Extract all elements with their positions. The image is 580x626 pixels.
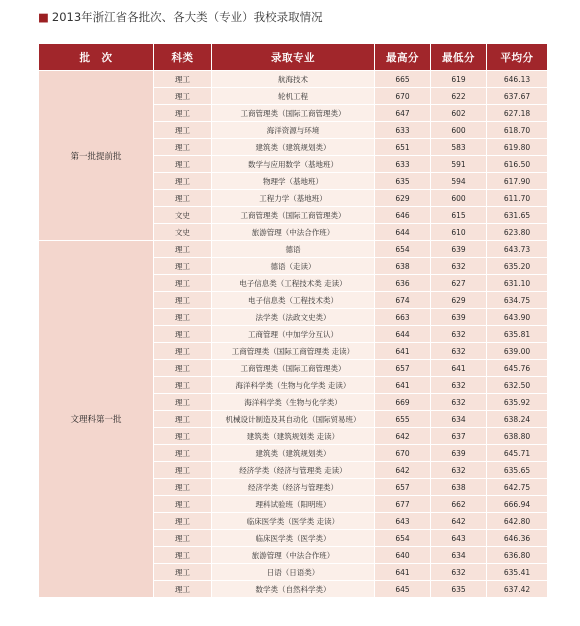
major-cell: 海洋科学类（生物与化学类 走读） (212, 377, 375, 394)
subject-cell: 理工 (154, 547, 212, 564)
avg-score-cell: 638.80 (487, 428, 548, 445)
max-score-cell: 651 (375, 139, 431, 156)
avg-score-cell: 635.81 (487, 326, 548, 343)
max-score-cell: 654 (375, 241, 431, 258)
max-score-cell: 633 (375, 122, 431, 139)
avg-score-cell: 646.13 (487, 71, 548, 88)
avg-score-cell: 618.70 (487, 122, 548, 139)
max-score-cell: 635 (375, 173, 431, 190)
max-score-cell: 670 (375, 88, 431, 105)
max-score-cell: 629 (375, 190, 431, 207)
avg-score-cell: 639.00 (487, 343, 548, 360)
batch-cell: 文理科第一批 (39, 241, 154, 598)
avg-score-cell: 637.42 (487, 581, 548, 598)
avg-score-cell: 634.75 (487, 292, 548, 309)
major-cell: 轮机工程 (212, 88, 375, 105)
max-score-cell: 636 (375, 275, 431, 292)
subject-cell: 理工 (154, 530, 212, 547)
subject-cell: 理工 (154, 343, 212, 360)
subject-cell: 理工 (154, 462, 212, 479)
subject-cell: 理工 (154, 496, 212, 513)
avg-score-cell: 666.94 (487, 496, 548, 513)
major-cell: 经济学类（经济与管理类） (212, 479, 375, 496)
subject-cell: 理工 (154, 156, 212, 173)
major-cell: 海洋科学类（生物与化学类） (212, 394, 375, 411)
subject-cell: 理工 (154, 513, 212, 530)
min-score-cell: 619 (431, 71, 487, 88)
subject-cell: 理工 (154, 309, 212, 326)
major-cell: 旅游管理（中法合作班） (212, 547, 375, 564)
min-score-cell: 632 (431, 258, 487, 275)
avg-score-cell: 645.71 (487, 445, 548, 462)
min-score-cell: 600 (431, 122, 487, 139)
avg-score-cell: 635.41 (487, 564, 548, 581)
min-score-cell: 639 (431, 241, 487, 258)
min-score-cell: 632 (431, 377, 487, 394)
subject-cell: 理工 (154, 479, 212, 496)
major-cell: 德语 (212, 241, 375, 258)
max-score-cell: 669 (375, 394, 431, 411)
max-score-cell: 645 (375, 581, 431, 598)
avg-score-cell: 631.65 (487, 207, 548, 224)
min-score-cell: 635 (431, 581, 487, 598)
major-cell: 工商管理类（国际工商管理类） (212, 360, 375, 377)
max-score-cell: 654 (375, 530, 431, 547)
min-score-cell: 615 (431, 207, 487, 224)
min-score-cell: 632 (431, 394, 487, 411)
max-score-cell: 644 (375, 326, 431, 343)
major-cell: 工商管理类（国际工商管理类） (212, 105, 375, 122)
header-max-score: 最高分 (375, 44, 431, 71)
subject-cell: 理工 (154, 581, 212, 598)
page-title-text: 2013年浙江省各批次、各大类（专业）我校录取情况 (51, 10, 323, 24)
min-score-cell: 591 (431, 156, 487, 173)
min-score-cell: 600 (431, 190, 487, 207)
major-cell: 电子信息类（工程技术类） (212, 292, 375, 309)
max-score-cell: 670 (375, 445, 431, 462)
min-score-cell: 639 (431, 309, 487, 326)
subject-cell: 理工 (154, 326, 212, 343)
avg-score-cell: 646.36 (487, 530, 548, 547)
avg-score-cell: 619.80 (487, 139, 548, 156)
min-score-cell: 662 (431, 496, 487, 513)
min-score-cell: 634 (431, 547, 487, 564)
subject-cell: 理工 (154, 122, 212, 139)
subject-cell: 理工 (154, 564, 212, 581)
min-score-cell: 632 (431, 343, 487, 360)
major-cell: 理科试验班（阳明班） (212, 496, 375, 513)
square-bullet-icon: ■ (38, 10, 49, 24)
major-cell: 航海技术 (212, 71, 375, 88)
min-score-cell: 632 (431, 326, 487, 343)
max-score-cell: 638 (375, 258, 431, 275)
avg-score-cell: 632.50 (487, 377, 548, 394)
avg-score-cell: 643.90 (487, 309, 548, 326)
subject-cell: 理工 (154, 292, 212, 309)
max-score-cell: 642 (375, 462, 431, 479)
avg-score-cell: 611.70 (487, 190, 548, 207)
avg-score-cell: 631.10 (487, 275, 548, 292)
avg-score-cell: 623.80 (487, 224, 548, 241)
min-score-cell: 583 (431, 139, 487, 156)
subject-cell: 文史 (154, 224, 212, 241)
major-cell: 旅游管理（中法合作班） (212, 224, 375, 241)
major-cell: 法学类（法政文史类） (212, 309, 375, 326)
subject-cell: 理工 (154, 139, 212, 156)
max-score-cell: 644 (375, 224, 431, 241)
min-score-cell: 641 (431, 360, 487, 377)
avg-score-cell: 642.80 (487, 513, 548, 530)
max-score-cell: 633 (375, 156, 431, 173)
subject-cell: 理工 (154, 445, 212, 462)
subject-cell: 理工 (154, 173, 212, 190)
admission-scores-table (38, 43, 548, 598)
header-batch: 批 次 (39, 44, 154, 71)
min-score-cell: 643 (431, 530, 487, 547)
avg-score-cell: 627.18 (487, 105, 548, 122)
max-score-cell: 641 (375, 377, 431, 394)
max-score-cell: 640 (375, 547, 431, 564)
subject-cell: 理工 (154, 105, 212, 122)
max-score-cell: 641 (375, 564, 431, 581)
avg-score-cell: 635.20 (487, 258, 548, 275)
major-cell: 临床医学类（医学类） (212, 530, 375, 547)
min-score-cell: 622 (431, 88, 487, 105)
avg-score-cell: 638.24 (487, 411, 548, 428)
major-cell: 机械设计制造及其自动化（国际贸易班） (212, 411, 375, 428)
subject-cell: 理工 (154, 275, 212, 292)
major-cell: 德语（走读） (212, 258, 375, 275)
min-score-cell: 638 (431, 479, 487, 496)
subject-cell: 理工 (154, 360, 212, 377)
batch-cell: 第一批提前批 (39, 71, 154, 241)
subject-cell: 理工 (154, 428, 212, 445)
page-title (38, 9, 323, 25)
max-score-cell: 657 (375, 479, 431, 496)
avg-score-cell: 637.67 (487, 88, 548, 105)
max-score-cell: 642 (375, 428, 431, 445)
min-score-cell: 632 (431, 462, 487, 479)
subject-cell: 理工 (154, 88, 212, 105)
min-score-cell: 632 (431, 564, 487, 581)
min-score-cell: 629 (431, 292, 487, 309)
min-score-cell: 639 (431, 445, 487, 462)
max-score-cell: 646 (375, 207, 431, 224)
avg-score-cell: 616.50 (487, 156, 548, 173)
subject-cell: 理工 (154, 411, 212, 428)
subject-cell: 理工 (154, 190, 212, 207)
subject-cell: 理工 (154, 377, 212, 394)
max-score-cell: 641 (375, 343, 431, 360)
subject-cell: 文史 (154, 207, 212, 224)
header-min-score: 最低分 (431, 44, 487, 71)
min-score-cell: 602 (431, 105, 487, 122)
table-row (39, 241, 548, 258)
major-cell: 电子信息类（工程技术类 走读） (212, 275, 375, 292)
major-cell: 建筑类（建筑规划类） (212, 445, 375, 462)
header-major: 录取专业 (212, 44, 375, 71)
avg-score-cell: 635.65 (487, 462, 548, 479)
table-row (39, 71, 548, 88)
min-score-cell: 594 (431, 173, 487, 190)
subject-cell: 理工 (154, 241, 212, 258)
max-score-cell: 665 (375, 71, 431, 88)
avg-score-cell: 617.90 (487, 173, 548, 190)
avg-score-cell: 643.73 (487, 241, 548, 258)
subject-cell: 理工 (154, 394, 212, 411)
major-cell: 建筑类（建筑规划类 走读） (212, 428, 375, 445)
max-score-cell: 663 (375, 309, 431, 326)
max-score-cell: 655 (375, 411, 431, 428)
avg-score-cell: 645.76 (487, 360, 548, 377)
major-cell: 数学类（自然科学类） (212, 581, 375, 598)
min-score-cell: 637 (431, 428, 487, 445)
major-cell: 数学与应用数学（基地班） (212, 156, 375, 173)
major-cell: 物理学（基地班） (212, 173, 375, 190)
major-cell: 工商管理（中加学分互认） (212, 326, 375, 343)
major-cell: 工商管理类（国际工商管理类） (212, 207, 375, 224)
major-cell: 海洋资源与环境 (212, 122, 375, 139)
max-score-cell: 677 (375, 496, 431, 513)
header-avg-score: 平均分 (487, 44, 548, 71)
min-score-cell: 627 (431, 275, 487, 292)
max-score-cell: 657 (375, 360, 431, 377)
subject-cell: 理工 (154, 258, 212, 275)
max-score-cell: 647 (375, 105, 431, 122)
subject-cell: 理工 (154, 71, 212, 88)
max-score-cell: 674 (375, 292, 431, 309)
table-body (39, 71, 548, 598)
max-score-cell: 643 (375, 513, 431, 530)
major-cell: 经济学类（经济与管理类 走读） (212, 462, 375, 479)
header-subject: 科类 (154, 44, 212, 71)
table-header-row (39, 44, 548, 71)
major-cell: 临床医学类（医学类 走读） (212, 513, 375, 530)
avg-score-cell: 636.80 (487, 547, 548, 564)
avg-score-cell: 635.92 (487, 394, 548, 411)
min-score-cell: 642 (431, 513, 487, 530)
major-cell: 建筑类（建筑规划类） (212, 139, 375, 156)
avg-score-cell: 642.75 (487, 479, 548, 496)
min-score-cell: 610 (431, 224, 487, 241)
major-cell: 日语（日语类） (212, 564, 375, 581)
min-score-cell: 634 (431, 411, 487, 428)
major-cell: 工程力学（基地班） (212, 190, 375, 207)
major-cell: 工商管理类（国际工商管理类 走读） (212, 343, 375, 360)
